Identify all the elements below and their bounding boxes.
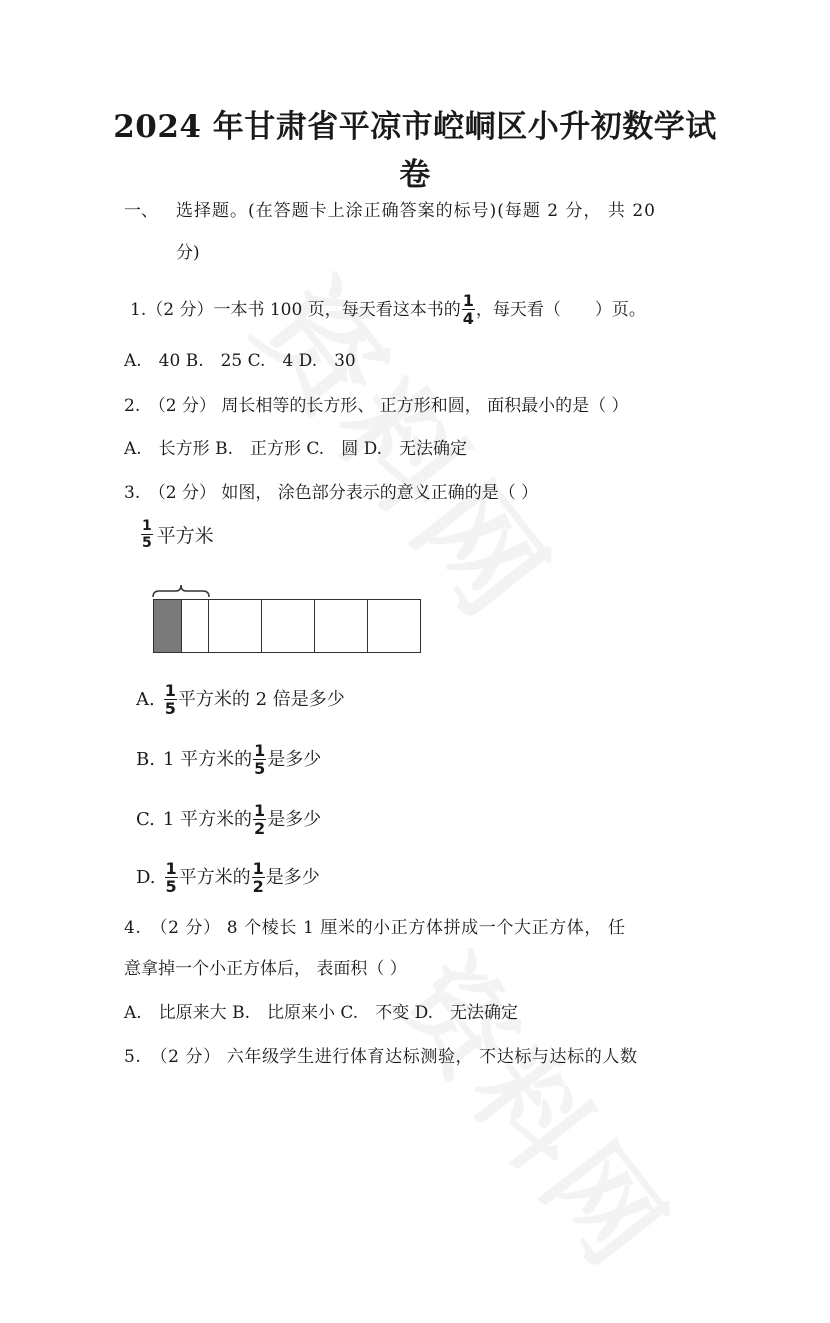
q3-d-letter: D. <box>136 866 156 888</box>
q3-a-frac-den: 5 <box>164 699 176 718</box>
q3-a-fraction <box>164 682 177 717</box>
q3-b-frac-num: 1 <box>254 741 266 760</box>
q1-fraction <box>462 292 475 327</box>
q3-figure <box>140 518 440 658</box>
brace-icon <box>152 584 210 598</box>
grid-cell <box>367 600 420 652</box>
figure-label <box>140 518 214 551</box>
q3-d-frac1-num: 1 <box>165 859 177 878</box>
question-4-line-2: 意拿掉一个小正方体后， 表面积（ ） <box>124 959 407 979</box>
q3-option-a <box>136 682 345 717</box>
q3-b-frac-den: 5 <box>254 759 266 778</box>
q3-b-text: 是多少 <box>267 748 322 770</box>
q3-option-c <box>136 802 321 837</box>
question-4-line-1: 4. （2 分） 8 个棱长 1 厘米的小正方体拼成一个大正方体， 任 <box>124 918 626 938</box>
figure-grid <box>153 599 421 653</box>
figure-frac-num: 1 <box>142 518 152 534</box>
q3-d-mid: 平方米的 <box>178 866 251 888</box>
q3-c-frac-den: 2 <box>254 819 266 838</box>
question-2: 2. （2 分） 周长相等的长方形、 正方形和圆， 面积最小的是（ ） <box>124 396 629 416</box>
grid-cell-half <box>181 600 208 652</box>
figure-frac-den: 5 <box>142 535 152 551</box>
section-text: 选择题。(在答题卡上涂正确答案的标号)(每题 2 分， 共 20 <box>176 201 656 221</box>
q4-options: A. 比原来大 B. 比原来小 C. 不变 D. 无法确定 <box>124 1003 519 1023</box>
q3-c-pre: 1 平方米的 <box>162 808 253 830</box>
question-5-line-1: 5. （2 分） 六年级学生进行体育达标测验， 不达标与达标的人数 <box>124 1047 638 1067</box>
question-1 <box>130 292 646 327</box>
q3-a-text: 平方米的 2 倍是多少 <box>177 688 345 710</box>
section-label: 一、 <box>124 201 158 221</box>
q3-c-frac-num: 1 <box>254 801 266 820</box>
q1-frac-den: 4 <box>462 309 474 328</box>
title-line-2: 卷 <box>399 157 431 193</box>
q3-d-frac2-den: 2 <box>252 877 264 896</box>
question-3: 3. （2 分） 如图， 涂色部分表示的意义正确的是（ ） <box>124 483 539 503</box>
q3-d-text: 是多少 <box>265 866 320 888</box>
q3-c-fraction <box>253 802 266 837</box>
q3-a-frac-num: 1 <box>164 681 176 700</box>
grid-cell-shaded <box>154 600 181 652</box>
figure-fraction <box>141 518 153 551</box>
q3-c-letter: C. <box>136 808 155 830</box>
q3-d-frac1-den: 5 <box>165 877 177 896</box>
q2-options: A. 长方形 B. 正方形 C. 圆 D. 无法确定 <box>124 439 468 459</box>
q1-frac-num: 1 <box>462 291 474 310</box>
q3-b-letter: B. <box>136 748 155 770</box>
grid-cell <box>314 600 367 652</box>
page-title <box>100 103 730 199</box>
q1-prefix: 1.（2 分）一本书 100 页，每天看这本书的 <box>130 299 461 320</box>
q3-option-b <box>136 742 321 777</box>
figure-unit: 平方米 <box>156 525 214 547</box>
title-line-1: 2024 年甘肃省平凉市崆峒区小升初数学试 <box>113 109 717 145</box>
q3-d-frac2-num: 1 <box>252 859 264 878</box>
q1-suffix: ，每天看（ ）页。 <box>475 299 646 320</box>
q3-d-fraction-1 <box>165 860 178 895</box>
q3-option-d <box>136 860 320 895</box>
q3-c-text: 是多少 <box>267 808 322 830</box>
q3-d-fraction-2 <box>252 860 265 895</box>
q3-a-letter: A. <box>136 688 155 710</box>
q3-b-pre: 1 平方米的 <box>162 748 253 770</box>
grid-cell <box>261 600 314 652</box>
section-text-cont: 分) <box>176 243 200 263</box>
grid-cell <box>208 600 261 652</box>
q3-b-fraction <box>253 742 266 777</box>
q1-options: A. 40 B. 25 C. 4 D. 30 <box>124 351 356 371</box>
